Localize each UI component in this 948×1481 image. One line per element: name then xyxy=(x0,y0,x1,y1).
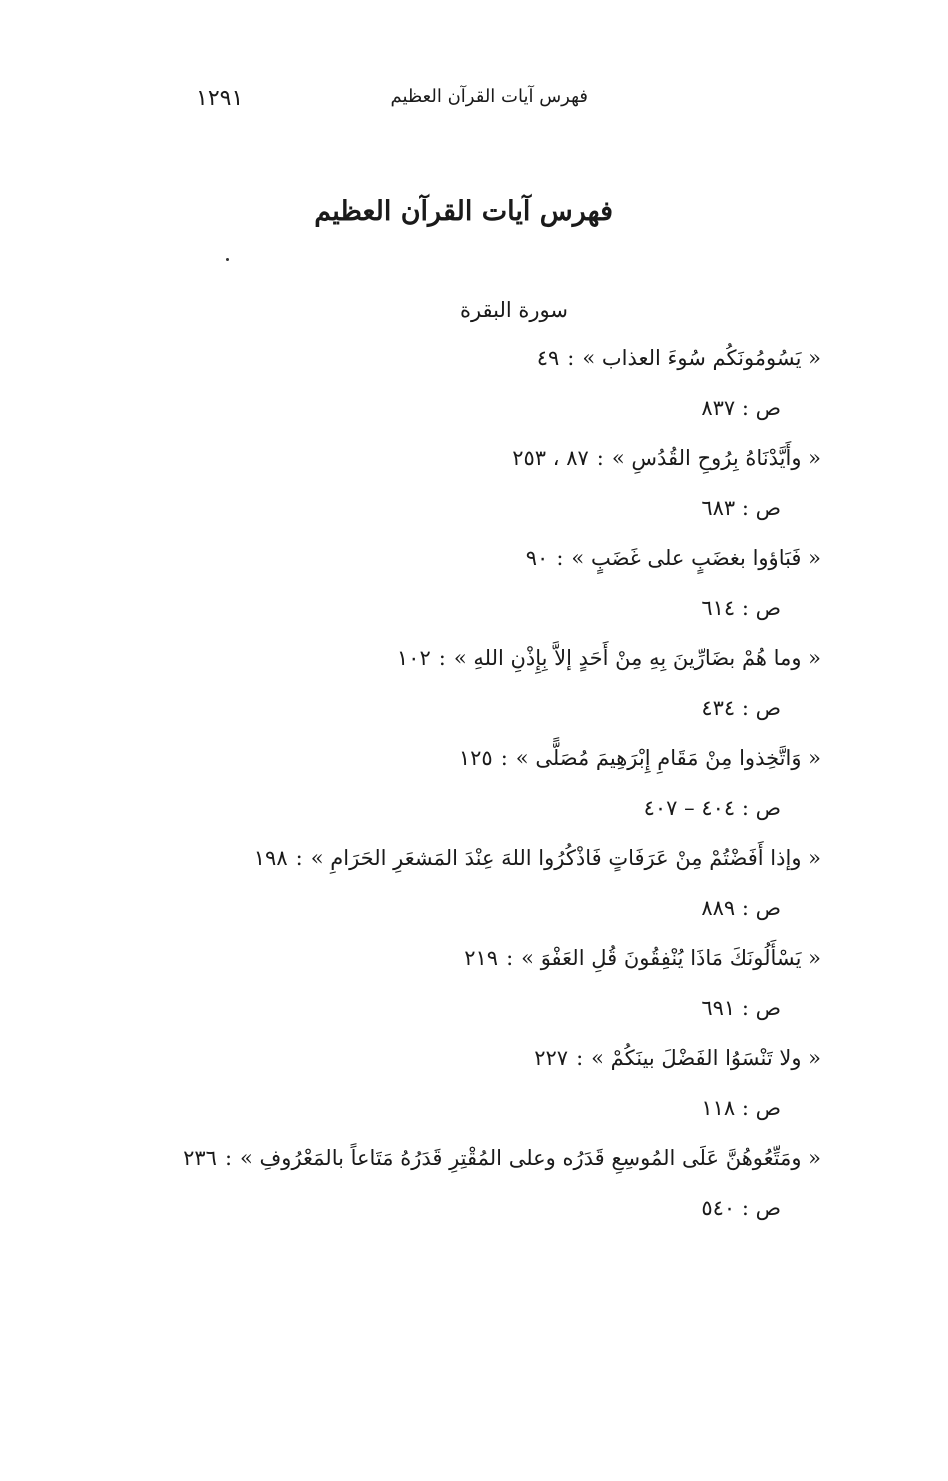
verse-text: « وما هُمْ بضَارِّينَ بِهِ مِنْ أَحَدٍ إلاَّ بِإِذْنِ اللهِ » xyxy=(453,646,821,670)
ayah-number: ٩٠ xyxy=(525,546,549,570)
page-reference: ص : ٦٨٣ xyxy=(701,496,781,520)
page-reference: ص : ١١٨ xyxy=(701,1096,781,1120)
ayah-number: ١٩٨ xyxy=(253,846,288,870)
verse-text: « يَسْأَلُونَكَ مَاذَا يُنْفِقُونَ قُلِ العَفْوَ » xyxy=(521,946,821,970)
verse-text: « ولا تَنْسَوُا الفَضْلَ بينَكُمْ » xyxy=(591,1046,821,1070)
ayah-number: ١٢٥ xyxy=(458,746,493,770)
verse-text: « ومَتِّعُوهُنَّ عَلَى المُوسِعِ قَدَرُه وعلى المُقْتِرِ قَدَرُهُ مَتَاعاً بالمَعْرُوفِ » xyxy=(240,1146,821,1170)
page-title: فهرس آيات القرآن العظيم xyxy=(314,196,613,227)
separator: : xyxy=(596,446,604,470)
separator: : xyxy=(576,1046,584,1070)
verse-index-list xyxy=(21,338,821,1238)
print-speck xyxy=(226,258,229,261)
page-reference: ص : ٤٣٤ xyxy=(701,696,781,720)
page-reference: ص : ٤٠٤ – ٤٠٧ xyxy=(643,796,781,820)
separator: : xyxy=(295,846,303,870)
separator: : xyxy=(506,946,514,970)
separator: : xyxy=(556,546,564,570)
verse-line xyxy=(534,1038,821,1078)
verse-text: « وإذا أَفَضْتُمْ مِنْ عَرَفَاتٍ فَاذْكُرُوا اللهَ عِنْدَ المَشعَرِ الحَرَامِ » xyxy=(310,846,821,870)
index-entry xyxy=(21,838,821,938)
verse-line xyxy=(537,338,821,378)
verse-line xyxy=(526,538,821,578)
verse-line xyxy=(464,938,821,978)
surah-heading: سورة البقرة xyxy=(459,298,568,322)
separator: : xyxy=(224,1146,233,1170)
ayah-number: ٨٧ ، ٢٥٣ xyxy=(512,446,589,470)
ayah-number: ٢٣٦ xyxy=(183,1146,217,1170)
verse-line xyxy=(254,838,821,878)
index-entry xyxy=(21,538,821,638)
verse-line xyxy=(512,438,821,478)
page-number: ١٢٩١ xyxy=(196,86,244,111)
page-reference: ص : ٦١٤ xyxy=(701,596,781,620)
separator: : xyxy=(567,346,575,370)
page-reference: ص : ٨٣٧ xyxy=(701,396,781,420)
page-reference: ص : ٥٤٠ xyxy=(701,1196,781,1220)
separator: : xyxy=(500,746,508,770)
ayah-number: ٤٩ xyxy=(536,346,560,370)
page-reference: ص : ٦٩١ xyxy=(701,996,781,1020)
verse-text: « يَسُومُونَكُم سُوءَ العذاب » xyxy=(582,346,821,370)
index-entry xyxy=(21,338,821,438)
index-entry xyxy=(21,938,821,1038)
index-entry xyxy=(21,638,821,738)
verse-line xyxy=(459,738,821,778)
verse-text: « وَاتَّخِذوا مِنْ مَقَامِ إِبْرَهِيمَ مُصَلًّى » xyxy=(515,746,821,770)
index-entry xyxy=(21,1138,821,1238)
ayah-number: ١٠٢ xyxy=(396,646,431,670)
index-entry xyxy=(21,738,821,838)
separator: : xyxy=(438,646,446,670)
index-entry xyxy=(21,1038,821,1138)
ayah-number: ٢١٩ xyxy=(464,946,499,970)
verse-text: « وأَيَّدْنَاهُ بِرُوحِ القُدُسِ » xyxy=(611,446,821,470)
index-entry xyxy=(21,438,821,538)
verse-line xyxy=(183,1138,821,1178)
running-header: فهرس آيات القرآن العظيم xyxy=(390,86,588,107)
page-reference: ص : ٨٨٩ xyxy=(701,896,781,920)
ayah-number: ٢٢٧ xyxy=(534,1046,569,1070)
verse-line xyxy=(397,638,821,678)
verse-text: « فَبَاؤوا بغضَبٍ على غَضَبٍ » xyxy=(571,546,821,570)
